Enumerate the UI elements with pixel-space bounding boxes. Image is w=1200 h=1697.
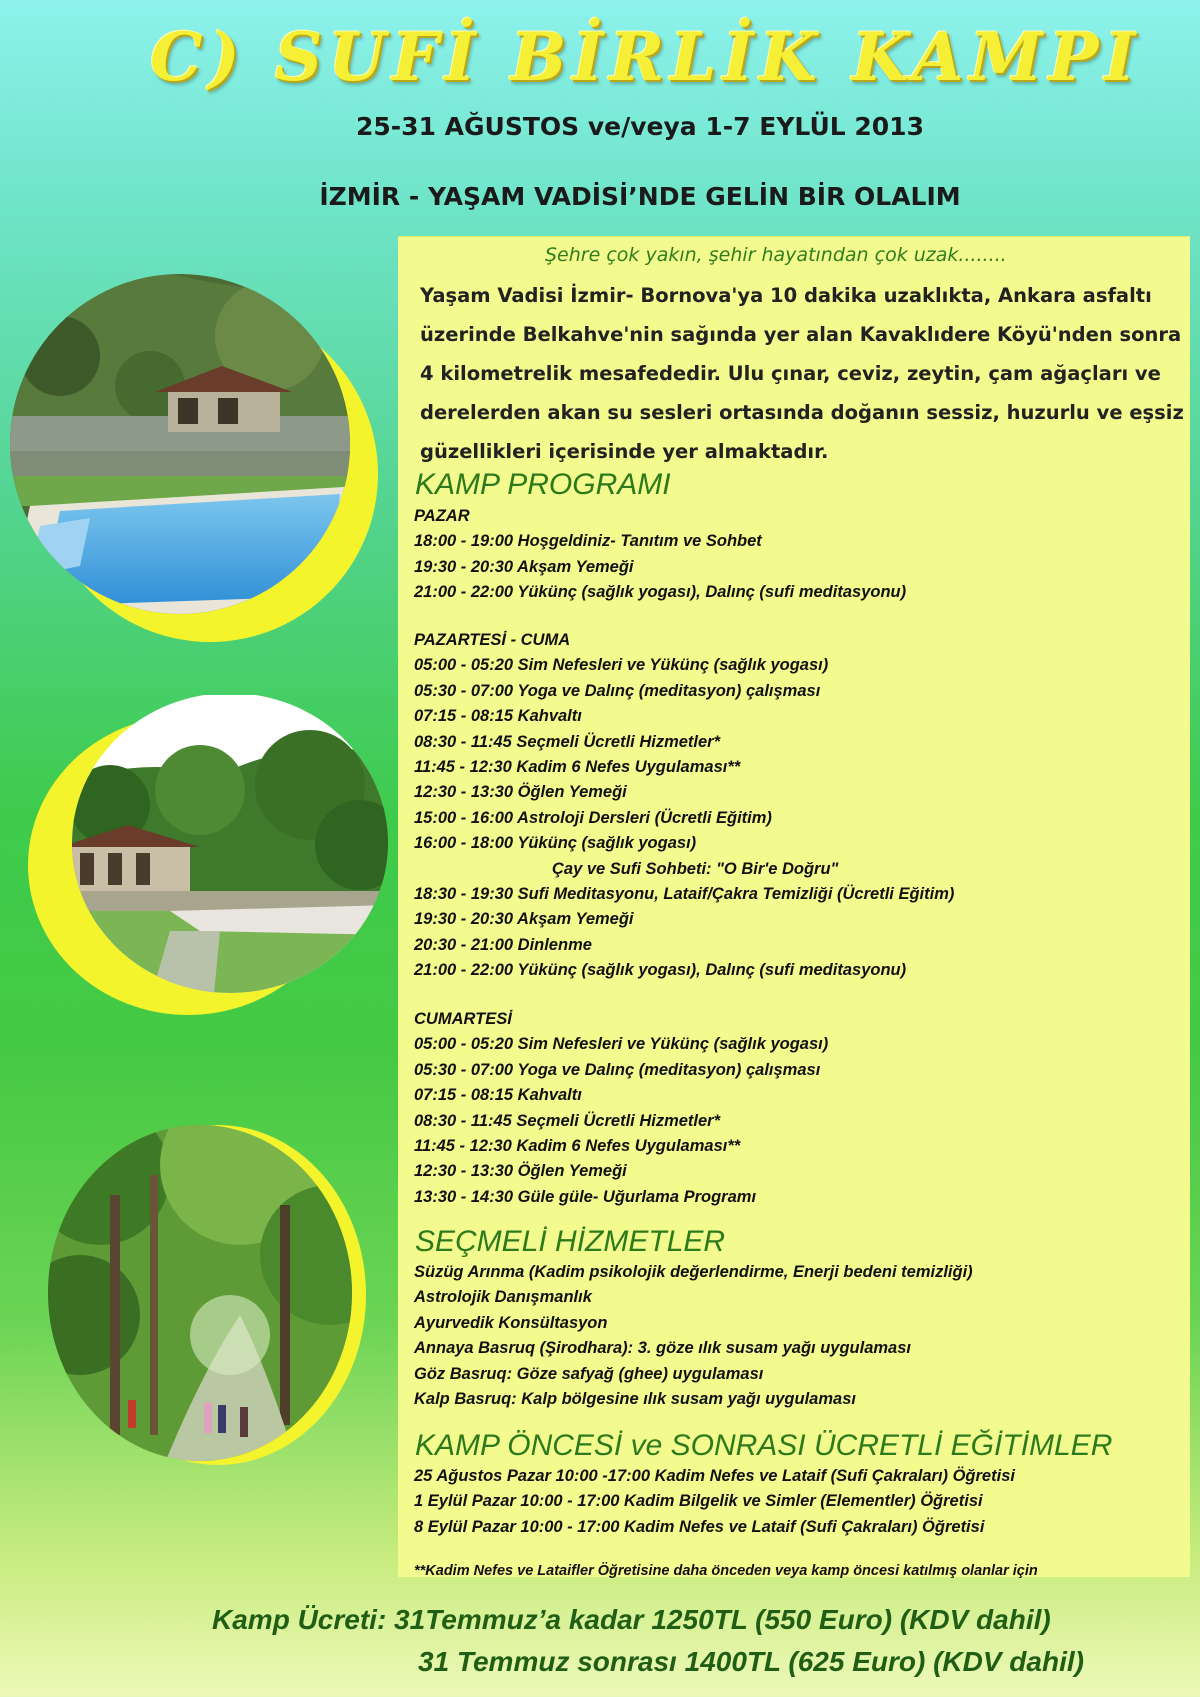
schedule-item: 18:00 - 19:00 Hoşgeldiniz- Tanıtım ve Sohbet <box>414 532 762 551</box>
service-item: Göz Basruq: Göze safyağ (ghee) uygulaması <box>414 1364 764 1383</box>
day-label: CUMARTESİ <box>414 1010 512 1028</box>
schedule-item: 05:30 - 07:00 Yoga ve Dalınç (meditasyon) çalışması <box>414 681 821 700</box>
schedule-item: 07:15 - 08:15 Kahvaltı <box>414 1086 582 1105</box>
schedule-item: 11:45 - 12:30 Kadim 6 Nefes Uygulaması** <box>414 1137 741 1156</box>
schedule-item: 07:15 - 08:15 Kahvaltı <box>414 707 582 726</box>
schedule-item: 18:30 - 19:30 Sufi Meditasyonu, Lataif/Çakra Temizliği (Ücretli Eğitim) <box>414 885 955 904</box>
training-item: 8 Eylül Pazar 10:00 - 17:00 Kadim Nefes ve Lataif (Sufi Çakraları) Öğretisi <box>414 1517 985 1536</box>
schedule-item: 13:30 - 14:30 Güle güle- Uğurlama Programı <box>414 1187 757 1206</box>
schedule-item: 12:30 - 13:30 Öğlen Yemeği <box>414 1162 627 1181</box>
schedule-item: 21:00 - 22:00 Yükünç (sağlık yogası), Dalınç (sufi meditasyonu) <box>414 583 907 602</box>
service-item: Kalp Basruq: Kalp bölgesine ılık susam yağı uygulaması <box>414 1390 856 1409</box>
schedule-item: 15:00 - 16:00 Astroloji Dersleri (Ücretli Eğitim) <box>414 808 772 827</box>
training-item: 1 Eylül Pazar 10:00 - 17:00 Kadim Bilgelik ve Simler (Elementler) Öğretisi <box>414 1492 983 1511</box>
program-heading: KAMP PROGRAMI <box>415 468 671 501</box>
schedule-item: 05:00 - 05:20 Sim Nefesleri ve Yükünç (sağlık yogası) <box>414 1035 829 1054</box>
intro-line: derelerden akan su sesleri ortasında doğanın sessiz, huzurlu ve eşsiz <box>420 401 1184 424</box>
photo-pavilion-pool <box>0 266 380 646</box>
poster-title: C) SUFİ BİRLİK KAMPI <box>150 18 1142 96</box>
footnote: **Kadim Nefes ve Lataifler Öğretisine daha önceden veya kamp öncesi katılmış olanlar için <box>414 1563 1038 1579</box>
schedule-item: 08:30 - 11:45 Seçmeli Ücretli Hizmetler* <box>414 732 721 751</box>
intro-line: Yaşam Vadisi İzmir- Bornova'ya 10 dakika uzaklıkta, Ankara asfaltı <box>420 284 1152 307</box>
photo-pavilion-forest <box>20 695 390 1035</box>
intro-paragraph <box>420 276 1184 471</box>
schedule-saturday <box>414 1007 1194 1210</box>
schedule-item: 20:30 - 21:00 Dinlenme <box>414 935 592 954</box>
event-location: İZMİR - YAŞAM VADİSİ’NDE GELİN BİR OLALIM <box>319 182 961 211</box>
service-item: Astrolojik Danışmanlık <box>414 1288 592 1307</box>
day-label: PAZARTESİ - CUMA <box>414 631 571 649</box>
schedule-item: Çay ve Sufi Sohbeti: "O Bir'e Doğru" <box>552 859 839 878</box>
fee-late: 31 Temmuz sonrası 1400TL (625 Euro) (KDV dahil) <box>418 1646 1084 1677</box>
trainings-heading: KAMP ÖNCESİ ve SONRASI ÜCRETLİ EĞİTİMLER <box>415 1429 1113 1462</box>
schedule-item: 11:45 - 12:30 Kadim 6 Nefes Uygulaması** <box>414 758 741 777</box>
fee-early: Kamp Ücreti: 31Temmuz’a kadar 1250TL (550 Euro) (KDV dahil) <box>212 1604 1051 1635</box>
event-dates: 25-31 AĞUSTOS ve/veya 1-7 EYLÜL 2013 <box>356 112 924 141</box>
service-item: Süzüg Arınma (Kadim psikolojik değerlendirme, Enerji bedeni temizliği) <box>414 1263 973 1281</box>
schedule-item: 08:30 - 11:45 Seçmeli Ücretli Hizmetler* <box>414 1111 721 1130</box>
service-item: Annaya Basruq (Şirodhara): 3. göze ılık susam yağı uygulaması <box>414 1339 911 1358</box>
services-heading: SEÇMELİ HİZMETLER <box>415 1225 726 1258</box>
schedule-item: 05:30 - 07:00 Yoga ve Dalınç (meditasyon) çalışması <box>414 1060 821 1079</box>
schedule-item: 05:00 - 05:20 Sim Nefesleri ve Yükünç (sağlık yogası) <box>414 656 829 675</box>
services-list <box>414 1260 1194 1412</box>
schedule-item: 12:30 - 13:30 Öğlen Yemeği <box>414 783 627 802</box>
trainings-list <box>414 1464 1194 1540</box>
day-label: PAZAR <box>414 507 470 525</box>
schedule-weekdays <box>414 628 1194 984</box>
service-item: Ayurvedik Konsültasyon <box>414 1313 608 1332</box>
schedule-item: 21:00 - 22:00 Yükünç (sağlık yogası), Dalınç (sufi meditasyonu) <box>414 961 907 980</box>
schedule-item: 19:30 - 20:30 Akşam Yemeği <box>414 557 634 576</box>
schedule-item: 16:00 - 18:00 Yükünç (sağlık yogası) <box>414 834 697 853</box>
photo-forest-path <box>40 1115 380 1475</box>
training-item: 25 Ağustos Pazar 10:00 -17:00 Kadim Nefes ve Lataif (Sufi Çakraları) Öğretisi <box>414 1467 1015 1485</box>
schedule-sunday <box>414 504 1194 606</box>
intro-line: üzerinde Belkahve'nin sağında yer alan Kavaklıdere Köyü'nden sonra <box>420 323 1182 346</box>
intro-line: güzellikleri içerisinde yer almaktadır. <box>420 440 829 463</box>
tagline: Şehre çok yakın, şehir hayatından çok uzak........ <box>545 244 1007 266</box>
intro-line: 4 kilometrelik mesafededir. Ulu çınar, ceviz, zeytin, çam ağaçları ve <box>420 362 1161 385</box>
schedule-item: 19:30 - 20:30 Akşam Yemeği <box>414 910 634 929</box>
